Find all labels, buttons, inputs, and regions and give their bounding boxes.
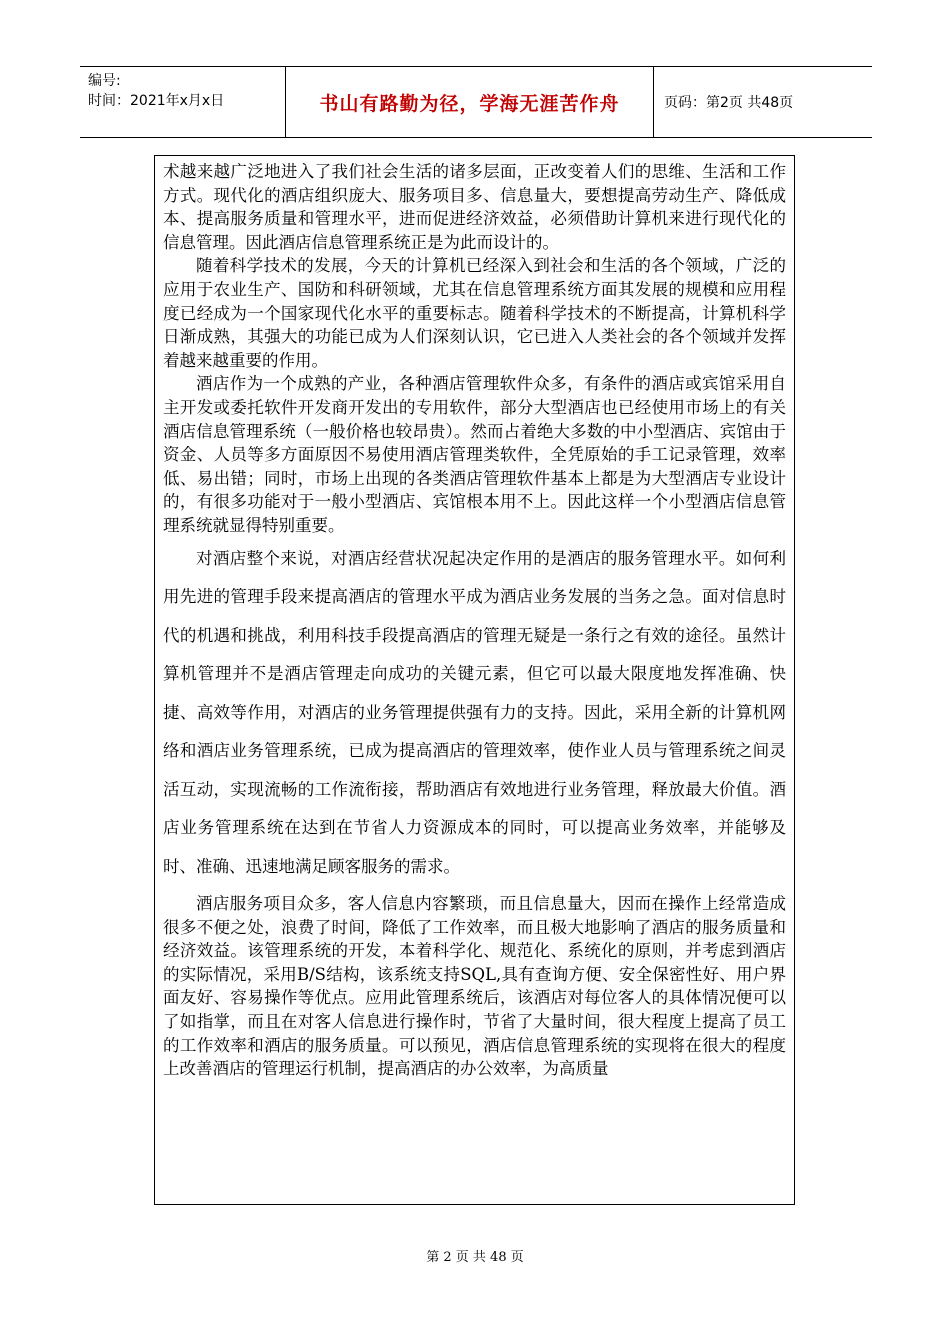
- document-number-label: 编号:: [88, 73, 121, 89]
- page-header: [80, 66, 872, 138]
- paragraph-3: 酒店作为一个成熟的产业，各种酒店管理软件众多，有条件的酒店或宾馆采用自主开发或委托软件开发商开发出的专用软件，部分大型酒店也已经使用市场上的有关酒店信息管理系统（一般价格也较昂贵）。然而占着绝大多数的中小型酒店、宾馆由于资金、人员等多方面原因不易使用酒店管理类软件，全凭原始的手工记录管理，效率低、易出错；同时，市场上出现的各类酒店管理软件基本上都是为大型酒店专业设计的，有很多功能对于一般小型酒店、宾馆根本用不上。因此这样一个小型酒店信息管理系统就显得特别重要。: [163, 374, 786, 535]
- header-motto: 书山有路勤为径，学海无涯苦作舟: [286, 67, 654, 137]
- page-footer: 第 2 页 共 48 页: [426, 1250, 524, 1265]
- document-time: 时间：2021年x月x日: [88, 93, 225, 109]
- paragraph-2: 随着科学技术的发展，今天的计算机已经深入到社会和生活的各个领域，广泛的应用于农业生产、国防和科研领域，尤其在信息管理系统方面其发展的规模和应用程度已经成为一个国家现代化水平的重要标志。随着科学技术的不断提高，计算机科学日渐成熟，其强大的功能已成为人们深刻认识，它已进入人类社会的各个领域并发挥着越来越重要的作用。: [163, 256, 786, 370]
- paragraph-4: 对酒店整个来说，对酒店经营状况起决定作用的是酒店的服务管理水平。如何利用先进的管理手段来提高酒店的管理水平成为酒店业务发展的当务之急。面对信息时代的机遇和挑战，利用科技手段提高酒店的管理无疑是一条行之有效的途径。虽然计算机管理并不是酒店管理走向成功的关键元素，但它可以最大限度地发挥准确、快捷、高效等作用，对酒店的业务管理提供强有力的支持。因此，采用全新的计算机网络和酒店业务管理系统，已成为提高酒店的管理效率，使作业人员与管理系统之间灵活互动，实现流畅的工作流衔接，帮助酒店有效地进行业务管理，释放最大价值。酒店业务管理系统在达到在节省人力资源成本的同时，可以提高业务效率，并能够及时、准确、迅速地满足顾客服务的需求。: [163, 548, 786, 876]
- header-meta: [80, 67, 286, 137]
- content-frame: [154, 155, 795, 1205]
- header-page-info: 页码：第2页 共48页: [664, 95, 794, 111]
- paragraph-1: 术越来越广泛地进入了我们社会生活的诸多层面，正改变着人们的思维、生活和工作方式。现代化的酒店组织庞大、服务项目多、信息量大，要想提高劳动生产、降低成本、提高服务质量和管理水平，进而促进经济效益，必须借助计算机来进行现代化的信息管理。因此酒店信息管理系统正是为此而设计的。: [163, 162, 786, 252]
- paragraph-5: 酒店服务项目众多，客人信息内容繁琐，而且信息量大，因而在操作上经常造成很多不便之处，浪费了时间，降低了工作效率，而且极大地影响了酒店的服务质量和经济效益。该管理系统的开发，本着科学化、规范化、系统化的原则，并考虑到酒店的实际情况，采用B/S结构，该系统支持SQL,具有查询方便、安全保密性好、用户界面友好、容易操作等优点。应用此管理系统后，该酒店对每位客人的具体情况便可以了如指掌，而且在对客人信息进行操作时，节省了大量时间，很大程度上提高了员工的工作效率和酒店的服务质量。可以预见，酒店信息管理系统的实现将在很大的程度上改善酒店的管理运行机制，提高酒店的办公效率，为高质量: [163, 894, 786, 1079]
